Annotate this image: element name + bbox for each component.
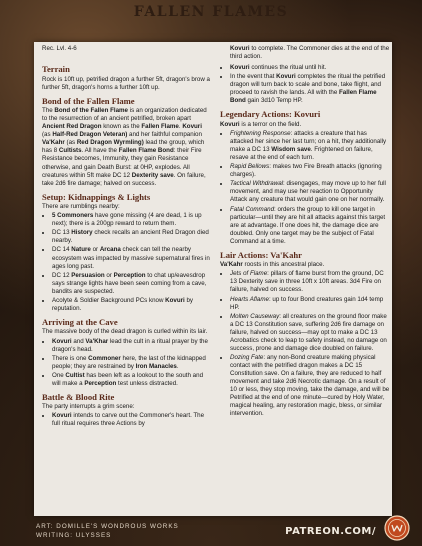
list-item: • DC 13 History check recalls an ancient Red Dragon died nearby.	[52, 229, 212, 245]
list-item: Kovuri to complete. The Commoner dies at the end of the third action.	[230, 45, 390, 61]
arriving-intro: The massive body of the dead dragon is curled within its lair.	[42, 328, 208, 336]
list-item: • Kovuri intends to carve out the Commoner's heart. The full ritual requires three Actions by	[52, 412, 212, 428]
setup-list	[42, 212, 212, 313]
list-item: • In the event that Kovuri completes the ritual the petrified dragon will turn back to scale and bone, take flight, and proceed to ravish the lands. All with the Fallen Flame Bond gain 3d10 Temp HP.	[230, 73, 390, 105]
credits	[36, 523, 179, 540]
setup-intro: There are rumblings nearby:	[42, 203, 120, 211]
battle-list-2	[220, 64, 390, 105]
legendary-list	[220, 130, 390, 246]
battle-list-continued	[220, 45, 390, 61]
right-column	[220, 45, 390, 421]
lair-intro: Va'Kahr roosts in this ancestral place.	[220, 261, 325, 269]
terrain-text: Rock is 10ft up, petrified dragon a further 5ft, dragon's brow a further 5ft, dragon's horns a further 10ft up.	[42, 75, 210, 91]
left-column	[42, 45, 212, 432]
bond-text: The Bond of the Fallen Flame is an organization dedicated to the resurrection of an ancient petrified, broken apart Ancient Red Dragon known as the Fallen Flame. Kovuri (as Half-Red Dragon Veteran) and her faithful companion Va'Kahr (as Red Dragon Wyrmling) lead the group, which has 8 Cultists. All have the Fallen Flame Bond: their Fire Resistance becomes, Immunity, they gain Resistance otherwise, and gain Death Burst: at 0HP, explodes. All creatures within 5ft make DC 12 Dexterity save. On failure, take 2d6 fire damage; halved on success.	[42, 107, 207, 187]
list-item: • Molten Causeway: all creatures on the ground floor make a DC 13 Constitution save, suffering 2d6 fire damage on failure, halved on success—may opt to make a DC 13 Acrobatics check to leap to safety instead, no damage on success, prone and damage dice doubled on failure.	[230, 313, 390, 353]
list-item: • Acolyte & Soldier Background PCs know Kovuri by reputation.	[52, 297, 212, 313]
list-item: • DC 14 Nature or Arcana check can tell the nearby ecosystem was impacted by massive supernatural fires in ages long past.	[52, 246, 212, 270]
list-item: • Jets of Flame: pillars of flame burst from the ground, DC 13 Dexterity save in three 10ft x 10ft areas. 3d4 Fire on failure, halved on success.	[230, 270, 390, 294]
legendary-intro: Kovuri is a terror on the field.	[220, 120, 302, 128]
recommended-level: Rec. Lvl. 4-6	[42, 45, 77, 52]
battle-intro: The party interrupts a grim scene:	[42, 403, 135, 411]
battle-heading: Battle & Blood Rite	[42, 391, 115, 402]
document-sheet	[34, 42, 392, 516]
lair-heading: Lair Actions: Va'Kahr	[220, 249, 302, 260]
list-item: • 5 Commoners have gone missing (4 are dead, 1 is up next); there is a 200gp reward to return them.	[52, 212, 212, 228]
terrain-heading: Terrain	[42, 64, 70, 75]
setup-heading: Setup: Kidnappings & Lights	[42, 191, 151, 202]
list-item: • DC 12 Persuasion or Perception to chat up/eavesdrop says strange lights have been seen coming from a cave, bandits are suspected.	[52, 272, 212, 296]
list-item: • Fatal Command: orders the group to kill one target in particular—until they are hit all attacks against this target are at advantage. If one does hit, the damage dice are doubled. Only one target may be the subject of Fatal Command at a time.	[230, 206, 390, 246]
list-item: • Tactical Withdrawal: disengages, may move up to her full movement, and may use her reaction to Opportunity Attack any creature that would gain one on her normally.	[230, 180, 390, 204]
patreon-link[interactable]: PATREON.COM/	[285, 526, 376, 537]
list-item: • Kovuri continues the ritual until hit.	[230, 64, 390, 72]
art-credit: ART: DOMILLE'S WONDROUS WORKS	[36, 523, 179, 530]
list-item: • There is one Commoner here, the last of the kidnapped people; they are restrained by Iron Manacles.	[52, 355, 212, 371]
list-item: • Dozing Fate: any non-Bond creature making physical contact with the petrified dragon makes a DC 15 Constitution save. On a failure, they are reduced to half movement and take 2d6 Necrotic damage. On a result of 10 or less, they stop moving, take the damage, and will be Petrified at the end of one minute—cured by Holy Water, magical healing, any restoration magic, bless, or similar intervention.	[230, 354, 390, 419]
page-title: FALLEN FLAMES	[133, 4, 289, 20]
arriving-list	[42, 338, 212, 388]
arriving-heading: Arriving at the Cave	[42, 316, 118, 327]
lair-list	[220, 270, 390, 418]
list-item: • Kovuri and Va'Khar lead the cult in a ritual prayer by the dragon's head.	[52, 338, 212, 354]
legendary-heading: Legendary Actions: Kovuri	[220, 109, 321, 120]
list-item: • One Cultist has been left as a lookout to the south and will make a Perception test unless distracted.	[52, 372, 212, 388]
writing-credit: WRITING: ULYSSES	[36, 531, 112, 539]
patreon-logo-icon	[384, 515, 410, 541]
battle-list	[42, 412, 212, 428]
bond-heading: Bond of the Fallen Flame	[42, 95, 135, 106]
list-item: • Hearts Aflame: up to four Bond creatures gain 1d4 temp HP.	[230, 296, 390, 312]
list-item: • Frightening Response: attacks a creature that has attacked her since her last turn; on a hit, they additionally make a DC 13 Wisdom save. Frightened on failure, resave at the end of each turn.	[230, 130, 390, 162]
list-item: • Rapid Bellows: makes two Fire Breath attacks (ignoring charges).	[230, 163, 390, 179]
